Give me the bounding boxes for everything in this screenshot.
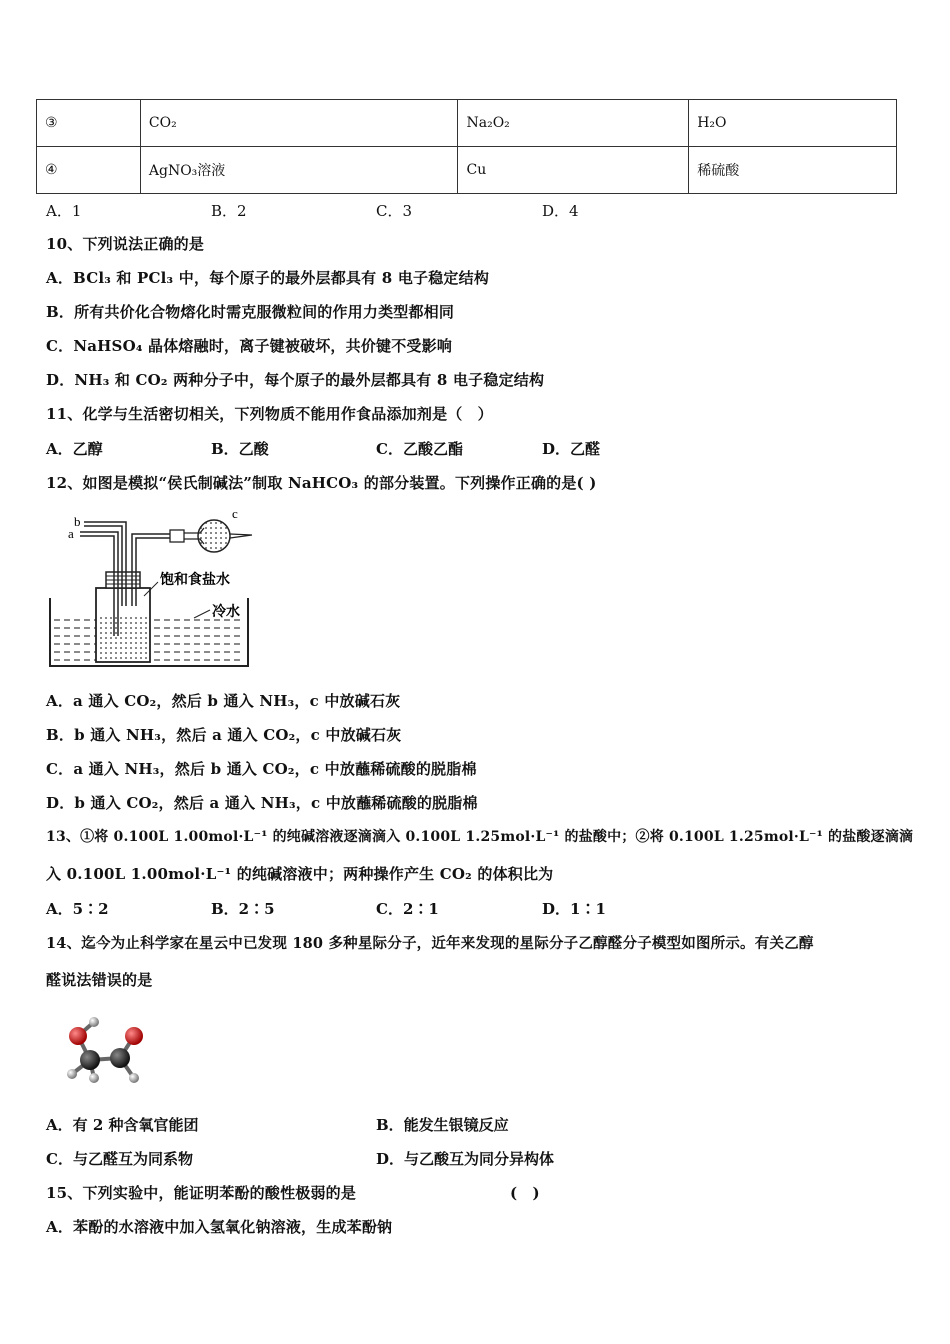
option-a: A．有 2 种含氧官能团 — [46, 1116, 199, 1134]
q12-option-a: A．a 通入 CO₂，然后 b 通入 NH₃，c 中放碱石灰 — [46, 692, 401, 710]
option-a: A．1 — [46, 202, 82, 220]
option-d: D．4 — [542, 202, 579, 220]
table-cell: Cu — [458, 147, 689, 194]
table-row — [37, 100, 897, 147]
option-d: D．1∶1 — [542, 900, 606, 918]
option-d: D．乙醛 — [542, 440, 601, 458]
drying-bulb — [198, 520, 230, 552]
brine — [98, 614, 148, 660]
hydrogen-atom — [89, 1017, 99, 1027]
option-b: B．2 — [211, 202, 247, 220]
q10-option-d: D．NH₃ 和 CO₂ 两种分子中，每个原子的最外层都具有 8 电子稳定结构 — [46, 371, 545, 389]
label-a: a — [68, 526, 74, 541]
q10-option-b: B．所有共价化合物熔化时需克服微粒间的作用力类型都相同 — [46, 303, 455, 321]
q10-stem: 10、下列说法正确的是 — [46, 235, 205, 253]
q12-option-b: B．b 通入 NH₃，然后 a 通入 CO₂，c 中放碱石灰 — [46, 726, 402, 744]
carbon-atom — [80, 1050, 100, 1070]
option-d: D．与乙酸互为同分异构体 — [376, 1150, 555, 1168]
oxygen-atom — [125, 1027, 143, 1045]
q14-line-2: 醛说法错误的是 — [46, 971, 153, 989]
table-row — [37, 147, 897, 194]
option-a: A．乙醇 — [46, 440, 103, 458]
q15-stem: 15、下列实验中，能证明苯酚的酸性极弱的是 — [46, 1184, 357, 1202]
oxygen-atom — [69, 1027, 87, 1045]
q10-option-a: A．BCl₃ 和 PCl₃ 中，每个原子的最外层都具有 8 电子稳定结构 — [46, 269, 490, 287]
hydrogen-atom — [129, 1073, 139, 1083]
q11-stem: 11、化学与生活密切相关，下列物质不能用作食品添加剂是（ ） — [46, 405, 493, 423]
q12-option-c: C．a 通入 NH₃，然后 b 通入 CO₂，c 中放蘸稀硫酸的脱脂棉 — [46, 760, 477, 778]
table-cell: H₂O — [689, 100, 897, 147]
apparatus-diagram — [44, 506, 260, 674]
option-c: C．3 — [376, 202, 413, 220]
carbon-atom — [110, 1048, 130, 1068]
label-b: b — [74, 514, 81, 529]
q10-option-c: C．NaHSO₄ 晶体熔融时，离子键被破坏，共价键不受影响 — [46, 337, 453, 355]
table-cell: AgNO₃溶液 — [140, 147, 458, 194]
table-cell: 稀硫酸 — [689, 147, 897, 194]
option-a: A．5∶2 — [46, 900, 109, 918]
label-cold-water: 冷水 — [212, 604, 240, 620]
option-c: C．乙酸乙酯 — [376, 440, 463, 458]
q14-line-1: 14、迄今为止科学家在星云中已发现 180 多种星际分子，近年来发现的星际分子乙醇醛分子模型如图所示。有关乙醇 — [46, 935, 814, 952]
table-cell: Na₂O₂ — [458, 100, 689, 147]
glycolaldehyde-model — [60, 1012, 152, 1092]
label-c: c — [232, 506, 238, 521]
q13-line-2: 入 0.100L 1.00mol·L⁻¹ 的纯碱溶液中；两种操作产生 CO₂ 的体积比为 — [46, 865, 554, 883]
q15-option-a: A．苯酚的水溶液中加入氢氧化钠溶液，生成苯酚钠 — [46, 1218, 393, 1236]
q12-stem: 12、如图是模拟“侯氏制碱法”制取 NaHCO₃ 的部分装置。下列操作正确的是( ) — [46, 474, 597, 492]
q15-answer-paren: ( ) — [510, 1184, 540, 1202]
option-b: B．2∶5 — [211, 900, 275, 918]
hydrogen-atom — [67, 1069, 77, 1079]
row-number: ④ — [37, 147, 141, 194]
option-c: C．与乙醛互为同系物 — [46, 1150, 193, 1168]
option-b: B．能发生银镜反应 — [376, 1116, 509, 1134]
q13-line-1: 13、①将 0.100L 1.00mol·L⁻¹ 的纯碱溶液逐滴滴入 0.100L 1.25mol·L⁻¹ 的盐酸中；②将 0.100L 1.25mol·L⁻¹ 的盐酸逐滴滴 — [46, 829, 914, 845]
q12-option-d: D．b 通入 CO₂，然后 a 通入 NH₃，c 中放蘸稀硫酸的脱脂棉 — [46, 794, 478, 812]
options-table — [36, 99, 897, 194]
hydrogen-atom — [89, 1073, 99, 1083]
row-number: ③ — [37, 100, 141, 147]
table-cell: CO₂ — [140, 100, 458, 147]
option-b: B．乙酸 — [211, 440, 269, 458]
label-brine: 饱和食盐水 — [160, 572, 230, 588]
option-c: C．2∶1 — [376, 900, 439, 918]
